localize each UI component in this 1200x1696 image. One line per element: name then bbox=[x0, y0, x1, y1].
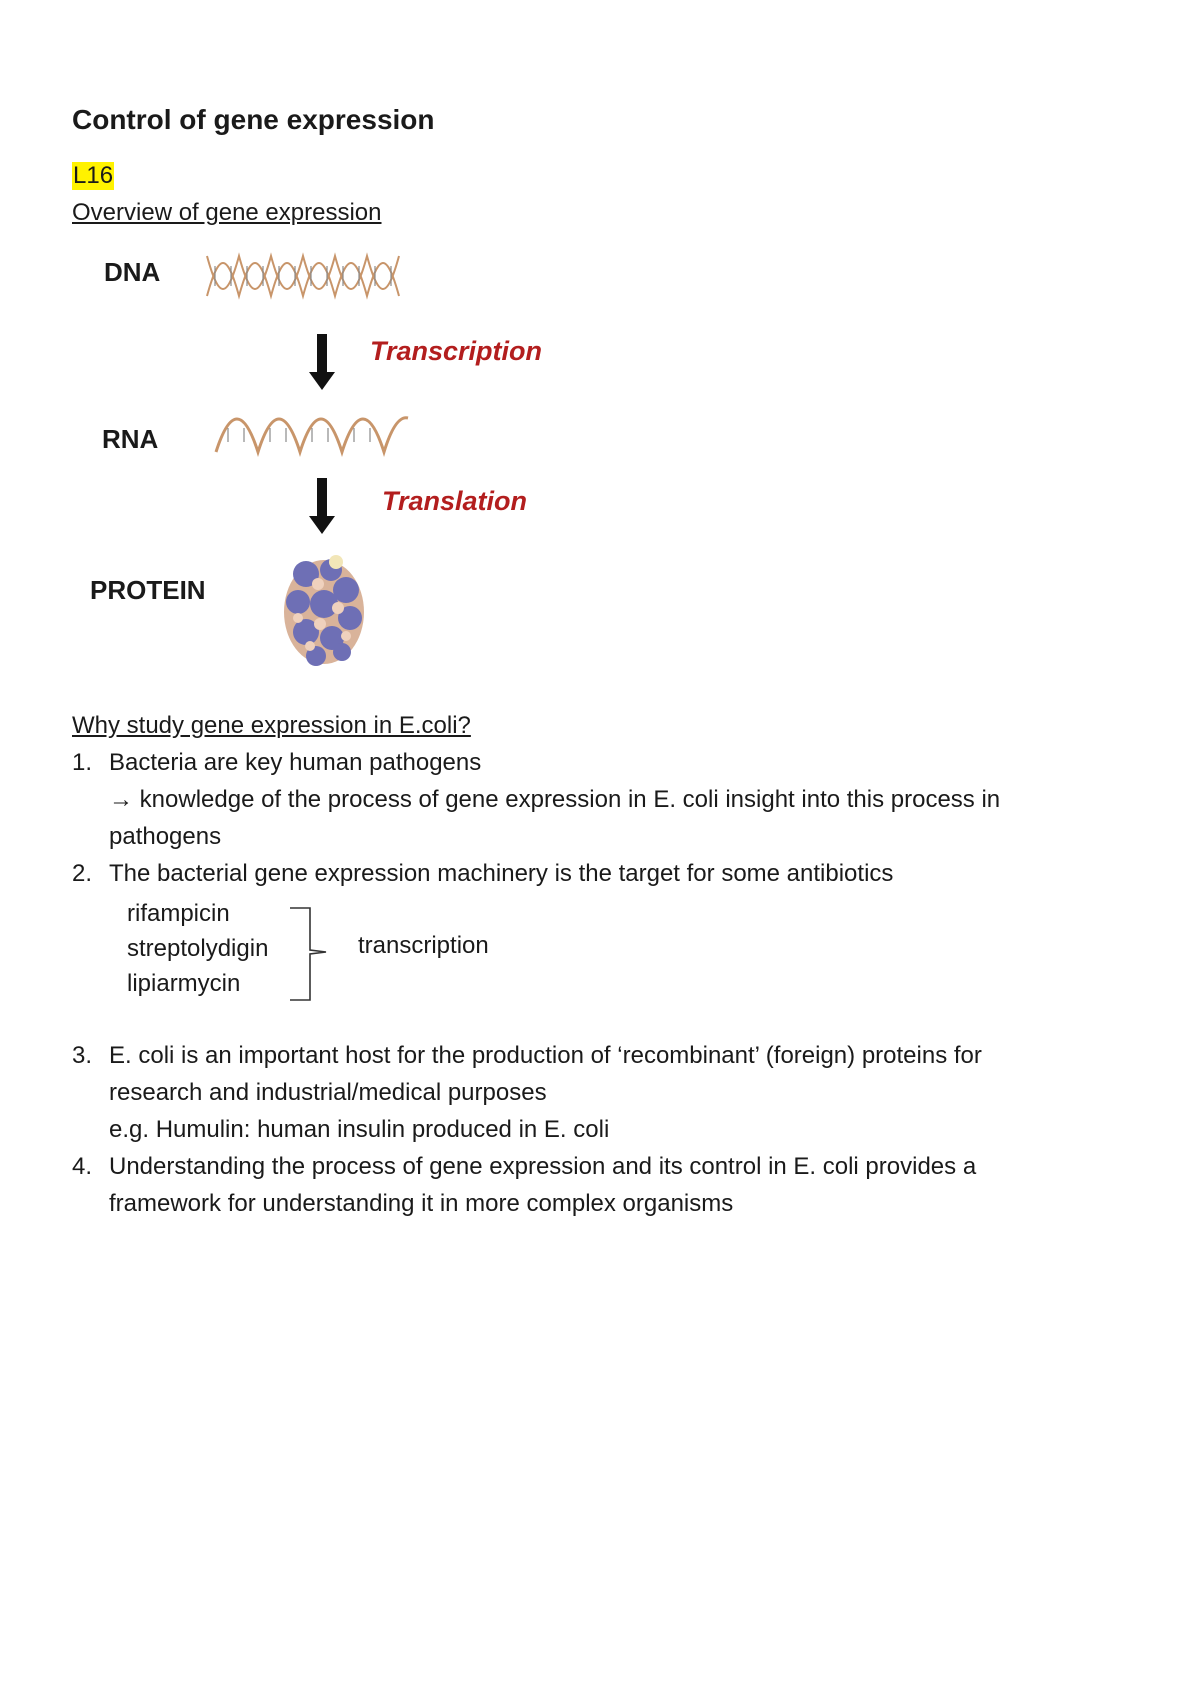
page-title: Control of gene expression bbox=[72, 104, 435, 135]
dna-label: DNA bbox=[104, 257, 161, 287]
list-item-number: 4. bbox=[72, 1153, 93, 1180]
list-item-text: The bacterial gene expression machinery is the target for some antibiotics bbox=[109, 860, 894, 887]
translation-arrow-icon bbox=[317, 478, 327, 520]
list-item-number: 2. bbox=[72, 860, 93, 887]
list-item-text: pathogens bbox=[109, 823, 222, 850]
protein-structure-icon bbox=[276, 552, 372, 670]
rna-strand-icon bbox=[214, 410, 410, 458]
rna-label: RNA bbox=[102, 424, 159, 454]
antibiotic-target-label: transcription bbox=[358, 932, 489, 959]
list-item-text: Understanding the process of gene expression and its control in E. coli provides a bbox=[109, 1153, 977, 1180]
translation-label: Translation bbox=[382, 486, 528, 516]
list-item-number: 1. bbox=[72, 749, 93, 776]
list-item-text: Bacteria are key human pathogens bbox=[109, 749, 482, 776]
list-item-text: → knowledge of the process of gene expression in E. coli insight into this process in bbox=[109, 786, 1001, 813]
list-item-text: research and industrial/medical purposes bbox=[109, 1079, 547, 1106]
bracket-icon bbox=[286, 904, 334, 1004]
list-item-text: e.g. Humulin: human insulin produced in E. coli bbox=[109, 1116, 610, 1143]
antibiotic-item: rifampicin bbox=[127, 900, 230, 927]
protein-label: PROTEIN bbox=[90, 575, 206, 605]
antibiotic-item: streptolydigin bbox=[127, 935, 269, 962]
antibiotic-item: lipiarmycin bbox=[127, 970, 241, 997]
why-heading: Why study gene expression in E.coli? bbox=[72, 712, 471, 739]
transcription-arrow-icon bbox=[317, 334, 327, 376]
transcription-label: Transcription bbox=[370, 336, 543, 366]
lecture-code-highlight: L16 bbox=[73, 162, 114, 189]
dna-helix-icon bbox=[205, 250, 405, 302]
overview-heading: Overview of gene expression bbox=[72, 199, 382, 226]
list-item-number: 3. bbox=[72, 1042, 93, 1069]
list-item-text: E. coli is an important host for the production of ‘recombinant’ (foreign) proteins for bbox=[109, 1042, 982, 1069]
list-item-text: framework for understanding it in more complex organisms bbox=[109, 1190, 734, 1217]
